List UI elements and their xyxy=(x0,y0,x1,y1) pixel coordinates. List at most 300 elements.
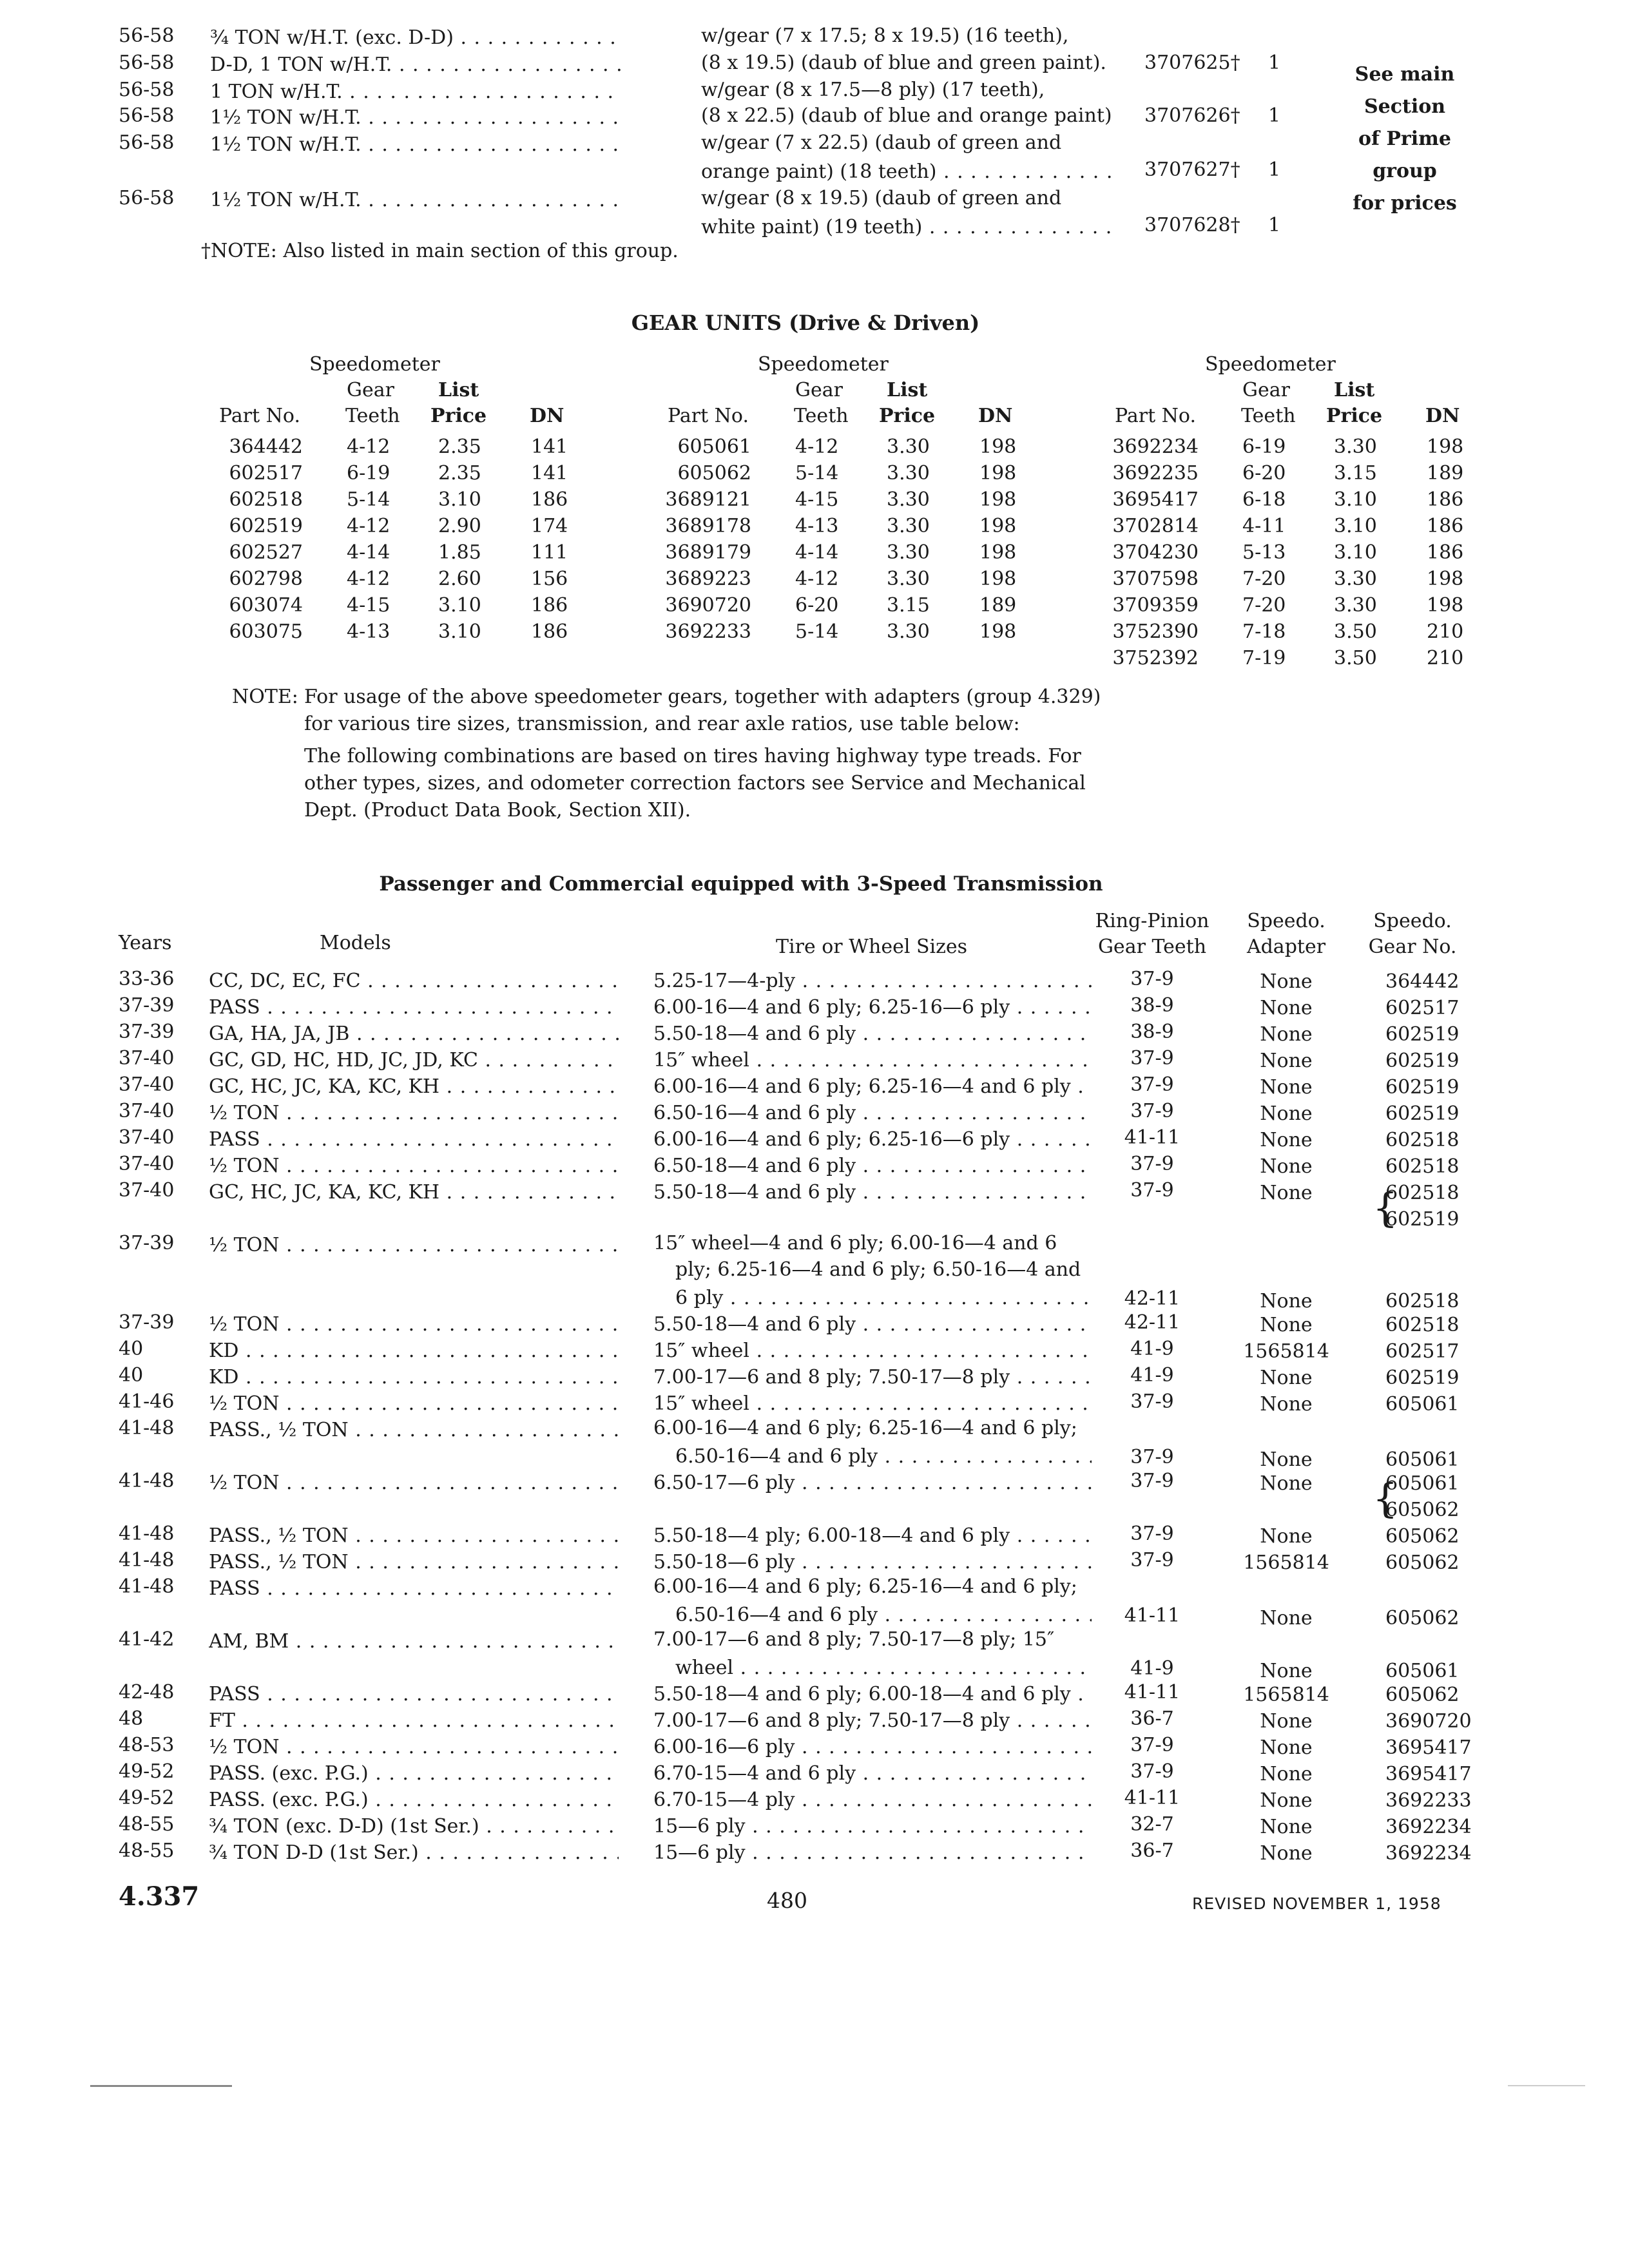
scan-mark xyxy=(90,2085,232,2087)
gear-teeth: 7-20 xyxy=(1242,568,1286,590)
table-row-years: 40 xyxy=(119,1338,144,1360)
gear-dn: 186 xyxy=(1427,515,1464,537)
gear-teeth: 7-20 xyxy=(1242,594,1286,617)
gear-list-price: 3.30 xyxy=(1334,594,1377,617)
table-row-years: 40 xyxy=(119,1364,144,1387)
gear-header: Gear xyxy=(347,379,394,401)
table-row-years: 37-40 xyxy=(119,1100,175,1122)
table-row-model: ½ TON . . . xyxy=(209,1470,619,1497)
gear-dn: 198 xyxy=(1427,436,1464,458)
table-row-adapter: None xyxy=(1260,1367,1313,1389)
table-row-tire-size: 15″ wheel . . . xyxy=(653,1047,1092,1074)
table-row-tire-size: 6.70-15—4 ply . . . xyxy=(653,1787,1092,1814)
table-row-ring-pinion: 41-9 xyxy=(1130,1338,1174,1360)
gear-dn: 186 xyxy=(531,620,568,643)
adapter-header-2: Adapter xyxy=(1246,936,1326,958)
table-row-tire-size: 6.50-17—6 ply . . . xyxy=(653,1470,1092,1497)
table-row-gear-no: 602518 xyxy=(1385,1129,1460,1151)
table-row-model: PASS . . . xyxy=(209,1575,619,1602)
row-years: 56-58 xyxy=(119,104,175,127)
table-row-tire-size: 5.50-18—4 ply; 6.00-18—4 and 6 ply . . . xyxy=(653,1523,1092,1550)
dn-header: DN xyxy=(530,405,564,427)
list-header: List xyxy=(1334,379,1375,401)
row-part-number: 3707628† xyxy=(1144,214,1240,236)
footnote: †NOTE: Also listed in main section of this group. xyxy=(201,240,679,262)
row-quantity: 1 xyxy=(1268,159,1281,181)
table-row-model: PASS . . . xyxy=(209,994,619,1021)
gear-part-number: 602527 xyxy=(229,541,303,564)
table-row-tire-size: 6.50-16—4 and 6 ply . . . xyxy=(653,1100,1092,1127)
table-row-model: PASS., ½ TON . . . xyxy=(209,1417,619,1444)
gear-dn: 210 xyxy=(1427,620,1464,643)
revision-date: REVISED NOVEMBER 1, 1958 xyxy=(1192,1894,1441,1913)
table-row-years: 49-52 xyxy=(119,1760,175,1783)
price-header: Price xyxy=(879,405,936,427)
table-row-years: 37-39 xyxy=(119,1232,175,1254)
table-row-adapter: None xyxy=(1260,1076,1313,1099)
table-row-years: 49-52 xyxy=(119,1787,175,1809)
gear-list-price: 3.30 xyxy=(887,462,930,485)
gear-dn: 174 xyxy=(531,515,568,537)
table-row-adapter: None xyxy=(1260,1816,1313,1838)
side-note-line: Section xyxy=(1364,95,1446,118)
gear-teeth: 4-14 xyxy=(347,541,390,564)
table-row-tire-size: 6.00-16—6 ply . . . xyxy=(653,1734,1092,1761)
row-description: w/gear (7 x 22.5) (daub of green and xyxy=(701,131,1062,154)
row-quantity: 1 xyxy=(1268,214,1281,236)
table-row-tire-size: 6.00-16—4 and 6 ply; 6.25-16—6 ply . . . xyxy=(653,994,1092,1021)
gear-header-2: Gear No. xyxy=(1368,936,1457,958)
gear-dn: 198 xyxy=(979,488,1017,511)
table-row-years: 37-40 xyxy=(119,1073,175,1096)
gear-header: Gear xyxy=(795,379,843,401)
gear-part-number: 605062 xyxy=(677,462,751,485)
table-row-model: GC, HC, JC, KA, KC, KH . . . xyxy=(209,1073,619,1100)
note-line: Dept. (Product Data Book, Section XII). xyxy=(304,799,691,822)
table-row-years: 41-48 xyxy=(119,1575,175,1598)
row-model: 1½ TON w/H.T. . . . xyxy=(210,187,622,214)
row-model: ¾ TON w/H.T. (exc. D-D) . . . xyxy=(210,24,622,52)
gear-part-number: 364442 xyxy=(229,436,303,458)
table-row-ring-pinion: 37-9 xyxy=(1130,1470,1174,1492)
table-row-gear-no: 605062 xyxy=(1385,1607,1460,1629)
table-row-ring-pinion: 37-9 xyxy=(1130,1760,1174,1783)
gear-part-number: 3752390 xyxy=(1112,620,1199,643)
gear-dn: 186 xyxy=(531,594,568,617)
table-row-tire-size: 6 ply . . . xyxy=(675,1285,1092,1312)
gear-list-price: 3.30 xyxy=(887,515,930,537)
row-years: 56-58 xyxy=(119,187,175,209)
gear-list-price: 3.50 xyxy=(1334,647,1377,669)
dn-header: DN xyxy=(1425,405,1460,427)
gear-header-1: Speedo. xyxy=(1373,910,1452,932)
gear-part-number: 3689178 xyxy=(665,515,751,537)
table-row-adapter: None xyxy=(1260,1050,1313,1072)
gear-list-price: 2.60 xyxy=(438,568,481,590)
speedometer-header: Speedometer xyxy=(309,353,440,376)
row-description: (8 x 19.5) (daub of blue and green paint). xyxy=(701,52,1106,74)
section-title: GEAR UNITS (Drive & Driven) xyxy=(631,311,980,335)
table-row-adapter: None xyxy=(1260,1102,1313,1125)
table-row-model: ¾ TON (exc. D-D) (1st Ser.) . . . xyxy=(209,1813,619,1840)
gear-list-price: 3.10 xyxy=(438,620,481,643)
table-row-ring-pinion: 37-9 xyxy=(1130,1523,1174,1545)
table-row-gear-no: 602517 xyxy=(1385,1340,1460,1363)
gear-list-price: 2.35 xyxy=(438,436,481,458)
gear-part-number: 3709359 xyxy=(1112,594,1199,617)
table-row-years: 37-40 xyxy=(119,1179,175,1202)
row-model: 1½ TON w/H.T. . . . xyxy=(210,131,622,159)
table-row-model: PASS. (exc. P.G.) . . . xyxy=(209,1760,619,1787)
gear-teeth: 4-15 xyxy=(347,594,390,617)
table-row-gear-no: 605061 xyxy=(1385,1660,1460,1682)
table-row-ring-pinion: 37-9 xyxy=(1130,1734,1174,1756)
row-description: w/gear (8 x 19.5) (daub of green and xyxy=(701,187,1062,209)
table-row-model: GC, GD, HC, HD, JC, JD, KC . . . xyxy=(209,1047,619,1074)
gear-part-number: 605061 xyxy=(677,436,751,458)
table-row-model: GC, HC, JC, KA, KC, KH . . . xyxy=(209,1179,619,1206)
table-row-gear-no: 3692234 xyxy=(1385,1842,1472,1865)
table-row-model: PASS., ½ TON . . . xyxy=(209,1523,619,1550)
table-row-gear-no: 602517 xyxy=(1385,997,1460,1019)
table-row-years: 41-48 xyxy=(119,1523,175,1545)
page-number: 480 xyxy=(767,1888,807,1913)
table-row-adapter: None xyxy=(1260,970,1313,993)
table-row-adapter: None xyxy=(1260,1290,1313,1312)
table-row-tire-size: 6.50-16—4 and 6 ply . . . xyxy=(675,1602,1092,1629)
table-row-adapter: None xyxy=(1260,1763,1313,1785)
table-row-adapter: None xyxy=(1260,1182,1313,1204)
gear-dn: 186 xyxy=(531,488,568,511)
table-row-ring-pinion: 37-9 xyxy=(1130,1047,1174,1070)
gear-dn: 186 xyxy=(1427,541,1464,564)
teeth-header: Teeth xyxy=(345,405,400,427)
table-row-ring-pinion: 37-9 xyxy=(1130,1390,1174,1413)
table-row-years: 33-36 xyxy=(119,968,175,990)
table-row-model: ½ TON . . . xyxy=(209,1232,619,1259)
table-row-model: KD . . . xyxy=(209,1364,619,1391)
row-description: orange paint) (18 teeth) . . . xyxy=(701,159,1120,186)
table-row-gear-no: 3695417 xyxy=(1385,1736,1472,1759)
gear-teeth: 6-20 xyxy=(795,594,839,617)
gear-dn: 198 xyxy=(979,620,1017,643)
table-row-tire-size: 7.00-17—6 and 8 ply; 7.50-17—8 ply; 15″ xyxy=(653,1628,1055,1651)
gear-dn: 198 xyxy=(979,568,1017,590)
row-model: 1½ TON w/H.T. . . . xyxy=(210,104,622,131)
table-row-ring-pinion: 41-11 xyxy=(1124,1126,1181,1149)
table-row-years: 48-55 xyxy=(119,1813,175,1836)
gear-part-number: 3692235 xyxy=(1112,462,1199,485)
side-note-line: group xyxy=(1373,160,1437,182)
gear-list-price: 3.10 xyxy=(1334,541,1377,564)
table-row-adapter: 1565814 xyxy=(1243,1552,1329,1574)
row-description: (8 x 22.5) (daub of blue and orange paint) xyxy=(701,104,1112,127)
table-row-ring-pinion: 37-9 xyxy=(1130,1446,1174,1468)
table-row-gear-no: 3692234 xyxy=(1385,1816,1472,1838)
teeth-header: Teeth xyxy=(1241,405,1296,427)
table-row-tire-size: 15″ wheel . . . xyxy=(653,1390,1092,1418)
gear-part-number: 3695417 xyxy=(1112,488,1199,511)
table-row-gear-no: 602519 xyxy=(1385,1076,1460,1099)
teeth-header: Teeth xyxy=(794,405,849,427)
table-row-gear-no: 3692233 xyxy=(1385,1789,1472,1812)
speedometer-header: Speedometer xyxy=(1205,353,1336,376)
table-row-tire-size: 6.70-15—4 and 6 ply . . . xyxy=(653,1760,1092,1787)
gear-part-number: 3689179 xyxy=(665,541,751,564)
gear-part-number: 602519 xyxy=(229,515,303,537)
gear-dn: 210 xyxy=(1427,647,1464,669)
table-row-ring-pinion: 41-11 xyxy=(1124,1604,1181,1627)
gear-teeth: 5-14 xyxy=(795,462,839,485)
gear-dn: 198 xyxy=(979,515,1017,537)
table-row-tire-size: 6.50-18—4 and 6 ply . . . xyxy=(653,1153,1092,1180)
table-row-adapter: 1565814 xyxy=(1243,1684,1329,1706)
gear-teeth: 5-13 xyxy=(1242,541,1286,564)
table-row-model: CC, DC, EC, FC . . . xyxy=(209,968,619,995)
row-years: 56-58 xyxy=(119,79,175,101)
table-row-ring-pinion: 32-7 xyxy=(1130,1813,1174,1836)
note-line: The following combinations are based on tires having highway type treads. For xyxy=(304,745,1081,767)
table-row-adapter: None xyxy=(1260,1448,1313,1471)
table-row-gear-no: 602519 xyxy=(1385,1208,1460,1231)
gear-teeth: 4-12 xyxy=(347,515,390,537)
gear-list-price: 3.15 xyxy=(1334,462,1377,485)
row-model: 1 TON w/H.T. . . . xyxy=(210,79,622,106)
table-row-ring-pinion: 37-9 xyxy=(1130,1073,1174,1096)
dn-header: DN xyxy=(978,405,1013,427)
table-row-years: 41-46 xyxy=(119,1390,175,1413)
gear-teeth: 4-12 xyxy=(795,436,839,458)
table-row-tire-size: wheel . . . xyxy=(675,1655,1092,1682)
gear-part-number: 602798 xyxy=(229,568,303,590)
table-row-ring-pinion: 38-9 xyxy=(1130,1021,1174,1043)
gear-dn: 141 xyxy=(531,436,568,458)
table-row-ring-pinion: 42-11 xyxy=(1124,1311,1181,1334)
gear-list-price: 3.10 xyxy=(438,488,481,511)
table-row-gear-no: 605062 xyxy=(1385,1525,1460,1548)
note-label: NOTE: xyxy=(232,686,298,708)
table-row-model: GA, HA, JA, JB . . . xyxy=(209,1021,619,1048)
gear-dn: 198 xyxy=(979,541,1017,564)
table-row-model: ¾ TON D-D (1st Ser.) . . . xyxy=(209,1840,619,1867)
gear-dn: 189 xyxy=(979,594,1017,617)
models-header: Models xyxy=(320,932,391,954)
table-row-adapter: None xyxy=(1260,1789,1313,1812)
gear-dn: 156 xyxy=(531,568,568,590)
table-row-model: ½ TON . . . xyxy=(209,1100,619,1127)
table-row-tire-size: 6.00-16—4 and 6 ply; 6.25-16—6 ply . . . xyxy=(653,1126,1092,1153)
ring-header-2: Gear Teeth xyxy=(1097,936,1207,958)
table-row-model: FT . . . xyxy=(209,1707,619,1735)
brace-icon: { xyxy=(1373,1184,1398,1231)
row-description: w/gear (8 x 17.5—8 ply) (17 teeth), xyxy=(701,79,1045,101)
table-row-adapter: None xyxy=(1260,997,1313,1019)
table-row-gear-no: 602519 xyxy=(1385,1367,1460,1389)
gear-teeth: 6-20 xyxy=(1242,462,1286,485)
row-quantity: 1 xyxy=(1268,52,1281,74)
gear-dn: 186 xyxy=(1427,488,1464,511)
table-row-gear-no: 605062 xyxy=(1385,1552,1460,1574)
table-title: Passenger and Commercial equipped with 3-Speed Transmission xyxy=(379,872,1103,896)
table-row-tire-size: 5.50-18—4 and 6 ply . . . xyxy=(653,1311,1092,1338)
gear-part-number: 3704230 xyxy=(1112,541,1199,564)
table-row-years: 48-53 xyxy=(119,1734,175,1756)
gear-teeth: 4-14 xyxy=(795,541,839,564)
gear-teeth: 4-12 xyxy=(347,436,390,458)
table-row-gear-no: 605062 xyxy=(1385,1684,1460,1706)
table-row-gear-no: 602518 xyxy=(1385,1290,1460,1312)
row-description: white paint) (19 teeth) . . . xyxy=(701,214,1120,241)
table-row-years: 37-40 xyxy=(119,1126,175,1149)
table-row-gear-no: 3695417 xyxy=(1385,1763,1472,1785)
table-row-tire-size: 7.00-17—6 and 8 ply; 7.50-17—8 ply . . . xyxy=(653,1364,1092,1391)
table-row-tire-size: 6.50-16—4 and 6 ply . . . xyxy=(675,1443,1092,1470)
table-row-ring-pinion: 37-9 xyxy=(1130,1100,1174,1122)
table-row-model: ½ TON . . . xyxy=(209,1153,619,1180)
ring-header-1: Ring-Pinion xyxy=(1095,910,1210,932)
side-note-line: See main xyxy=(1354,63,1455,86)
table-row-years: 41-48 xyxy=(119,1549,175,1571)
table-row-gear-no: 602519 xyxy=(1385,1050,1460,1072)
row-part-number: 3707626† xyxy=(1144,104,1240,127)
table-row-tire-size: 15″ wheel—4 and 6 ply; 6.00-16—4 and 6 xyxy=(653,1232,1057,1254)
table-row-years: 41-48 xyxy=(119,1470,175,1492)
table-row-years: 37-40 xyxy=(119,1047,175,1070)
gear-dn: 198 xyxy=(979,462,1017,485)
adapter-header-1: Speedo. xyxy=(1247,910,1325,932)
gear-teeth: 6-19 xyxy=(1242,436,1286,458)
table-row-model: PASS., ½ TON . . . xyxy=(209,1549,619,1576)
gear-list-price: 3.10 xyxy=(1334,488,1377,511)
table-row-tire-size: 7.00-17—6 and 8 ply; 7.50-17—8 ply . . . xyxy=(653,1707,1092,1735)
gear-dn: 189 xyxy=(1427,462,1464,485)
gear-dn: 198 xyxy=(979,436,1017,458)
gear-list-price: 3.30 xyxy=(887,488,930,511)
table-row-tire-size: 15—6 ply . . . xyxy=(653,1813,1092,1840)
table-row-years: 37-39 xyxy=(119,1021,175,1043)
side-note-line: of Prime xyxy=(1358,128,1451,150)
speedometer-header: Speedometer xyxy=(758,353,889,376)
gear-teeth: 4-12 xyxy=(347,568,390,590)
table-row-model: KD . . . xyxy=(209,1338,619,1365)
gear-teeth: 5-14 xyxy=(347,488,390,511)
gear-part-number: 602518 xyxy=(229,488,303,511)
gear-part-number: 603074 xyxy=(229,594,303,617)
table-row-tire-size: 6.00-16—4 and 6 ply; 6.25-16—4 and 6 ply; xyxy=(653,1575,1077,1598)
table-row-adapter: None xyxy=(1260,1314,1313,1336)
table-row-ring-pinion: 37-9 xyxy=(1130,1153,1174,1175)
table-row-tire-size: 6.00-16—4 and 6 ply; 6.25-16—4 and 6 ply . . . xyxy=(653,1073,1092,1100)
table-row-years: 48 xyxy=(119,1707,144,1730)
table-row-tire-size: 5.50-18—4 and 6 ply . . . xyxy=(653,1021,1092,1048)
table-row-gear-no: 605061 xyxy=(1385,1448,1460,1471)
row-description: w/gear (7 x 17.5; 8 x 19.5) (16 teeth), xyxy=(701,24,1069,47)
gear-list-price: 3.30 xyxy=(887,620,930,643)
table-row-model: PASS . . . xyxy=(209,1681,619,1708)
table-row-ring-pinion: 38-9 xyxy=(1130,994,1174,1017)
price-header: Price xyxy=(430,405,487,427)
table-row-tire-size: 6.00-16—4 and 6 ply; 6.25-16—4 and 6 ply; xyxy=(653,1417,1077,1439)
table-row-gear-no: 605061 xyxy=(1385,1472,1460,1495)
gear-list-price: 2.90 xyxy=(438,515,481,537)
gear-teeth: 7-19 xyxy=(1242,647,1286,669)
row-years: 56-58 xyxy=(119,52,175,74)
price-header: Price xyxy=(1326,405,1383,427)
note-line: For usage of the above speedometer gears, together with adapters (group 4.329) xyxy=(304,686,1101,708)
gear-list-price: 3.30 xyxy=(1334,436,1377,458)
table-row-tire-size: ply; 6.25-16—4 and 6 ply; 6.50-16—4 and xyxy=(675,1258,1081,1281)
gear-dn: 111 xyxy=(531,541,568,564)
table-row-tire-size: 5.50-18—4 and 6 ply; 6.00-18—4 and 6 ply . . . xyxy=(653,1681,1092,1708)
gear-part-number: 603075 xyxy=(229,620,303,643)
part-no-header: Part No. xyxy=(219,405,300,427)
table-row-gear-no: 602519 xyxy=(1385,1023,1460,1046)
gear-list-price: 1.85 xyxy=(438,541,481,564)
gear-list-price: 3.30 xyxy=(887,568,930,590)
gear-teeth: 4-11 xyxy=(1242,515,1286,537)
table-row-adapter: None xyxy=(1260,1129,1313,1151)
table-row-gear-no: 605061 xyxy=(1385,1393,1460,1416)
tires-header: Tire or Wheel Sizes xyxy=(776,936,968,958)
gear-teeth: 4-15 xyxy=(795,488,839,511)
table-row-model: AM, BM . . . xyxy=(209,1628,619,1655)
table-row-adapter: None xyxy=(1260,1023,1313,1046)
table-row-adapter: None xyxy=(1260,1736,1313,1759)
table-row-adapter: None xyxy=(1260,1842,1313,1865)
table-row-gear-no: 602518 xyxy=(1385,1182,1460,1204)
part-no-header: Part No. xyxy=(668,405,749,427)
table-row-years: 41-42 xyxy=(119,1628,175,1651)
table-row-model: PASS . . . xyxy=(209,1126,619,1153)
table-row-gear-no: 364442 xyxy=(1385,970,1460,993)
list-header: List xyxy=(438,379,479,401)
table-row-adapter: None xyxy=(1260,1660,1313,1682)
table-row-tire-size: 5.25-17—4-ply . . . xyxy=(653,968,1092,995)
table-row-adapter: None xyxy=(1260,1155,1313,1178)
gear-list-price: 3.10 xyxy=(438,594,481,617)
row-part-number: 3707625† xyxy=(1144,52,1240,74)
table-row-years: 42-48 xyxy=(119,1681,175,1704)
table-row-gear-no: 602519 xyxy=(1385,1102,1460,1125)
gear-list-price: 3.30 xyxy=(887,436,930,458)
gear-part-number: 3689223 xyxy=(665,568,751,590)
side-note-line: for prices xyxy=(1353,192,1457,215)
row-part-number: 3707627† xyxy=(1144,159,1240,181)
gear-teeth: 7-18 xyxy=(1242,620,1286,643)
note-line: for various tire sizes, transmission, and rear axle ratios, use table below: xyxy=(304,713,1020,735)
gear-part-number: 3692233 xyxy=(665,620,751,643)
table-row-ring-pinion: 36-7 xyxy=(1130,1840,1174,1862)
table-row-adapter: None xyxy=(1260,1525,1313,1548)
row-years: 56-58 xyxy=(119,131,175,154)
row-model: D-D, 1 TON w/H.T. . . . xyxy=(210,52,622,79)
gear-list-price: 3.10 xyxy=(1334,515,1377,537)
table-row-years: 48-55 xyxy=(119,1840,175,1862)
table-row-model: ½ TON . . . xyxy=(209,1390,619,1418)
table-row-adapter: None xyxy=(1260,1607,1313,1629)
gear-teeth: 5-14 xyxy=(795,620,839,643)
gear-part-number: 3689121 xyxy=(665,488,751,511)
table-row-ring-pinion: 41-9 xyxy=(1130,1657,1174,1680)
row-quantity: 1 xyxy=(1268,104,1281,127)
table-row-model: ½ TON . . . xyxy=(209,1311,619,1338)
scan-mark xyxy=(1508,2085,1585,2086)
gear-header: Gear xyxy=(1242,379,1290,401)
table-row-ring-pinion: 42-11 xyxy=(1124,1287,1181,1310)
table-row-tire-size: 15—6 ply . . . xyxy=(653,1840,1092,1867)
table-row-ring-pinion: 36-7 xyxy=(1130,1707,1174,1730)
table-row-ring-pinion: 41-11 xyxy=(1124,1681,1181,1704)
